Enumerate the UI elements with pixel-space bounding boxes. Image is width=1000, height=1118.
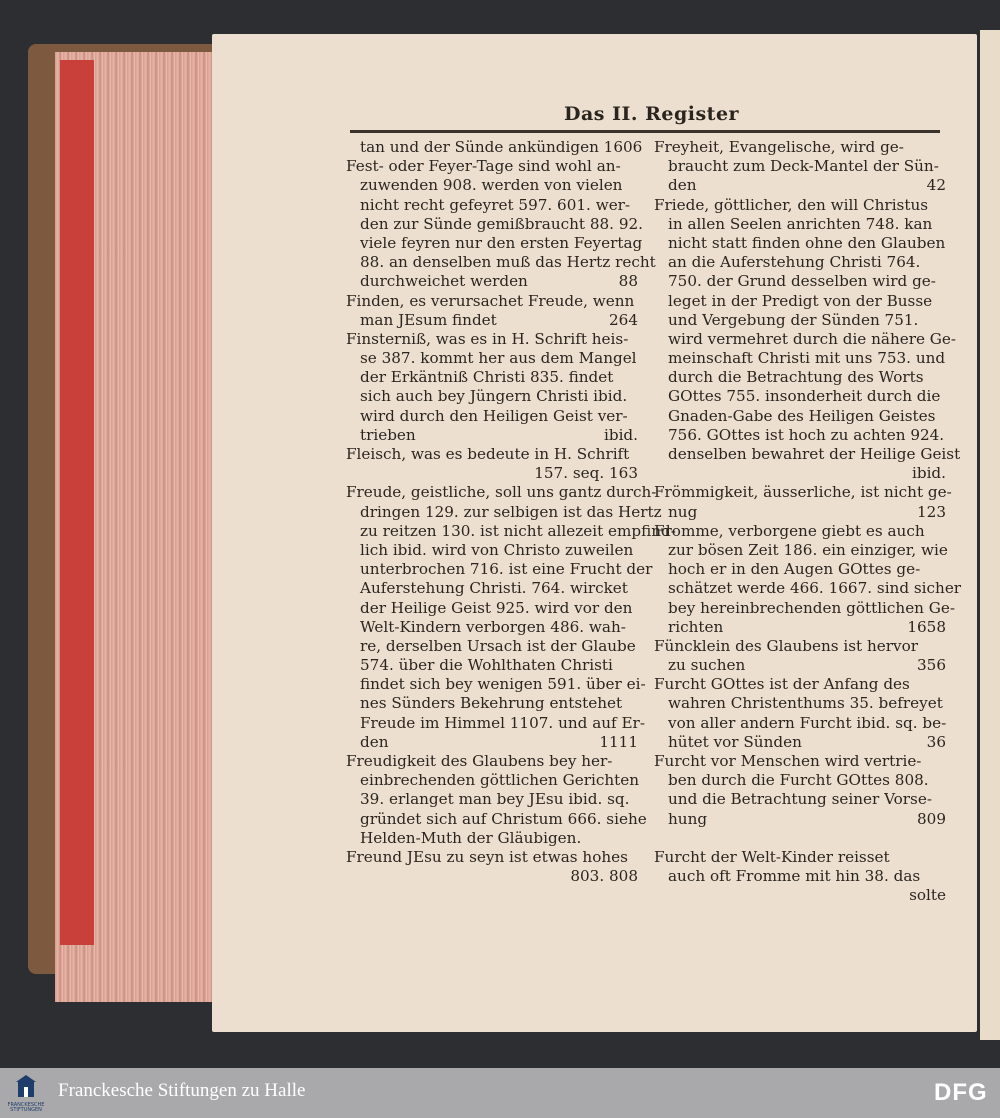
entry-heading: Fest- oder Feyer-Tage sind wohl an- [346, 157, 621, 176]
index-line [346, 618, 638, 637]
page-reference: 809 [917, 809, 946, 828]
institution-title[interactable]: Franckesche Stiftungen zu Halle [58, 1080, 306, 1101]
entry-text: nicht recht gefeyret 597. 601. wer- [360, 195, 631, 214]
entry-text: leget in der Predigt von der Busse [668, 291, 933, 310]
page-reference: solte [909, 886, 946, 905]
index-line [346, 349, 638, 368]
page-reference: 88 [618, 272, 638, 291]
entry-heading: Frömmigkeit, äusserliche, ist nicht ge- [654, 483, 952, 502]
index-line [654, 196, 946, 215]
index-line [654, 368, 946, 387]
entry-text: 39. erlanget man bey JEsu ibid. sq. [360, 790, 630, 809]
index-line [346, 176, 638, 195]
index-line [346, 637, 638, 656]
entry-text: tan und der Sünde ankündigen 1606 [360, 138, 643, 156]
index-line [654, 810, 946, 829]
index-line [654, 157, 946, 176]
index-line [346, 790, 638, 809]
index-line [654, 215, 946, 234]
entry-text: hütet vor Sünden [668, 732, 802, 751]
index-line [654, 426, 946, 445]
entry-text: von aller andern Furcht ibid. sq. be- [668, 713, 947, 732]
header-rule [350, 130, 940, 133]
index-line [346, 196, 638, 215]
index-line [654, 483, 952, 502]
index-column-right [654, 138, 962, 906]
page-reference: 803. 808 [570, 867, 638, 886]
index-line [654, 598, 956, 618]
entry-text: den [360, 732, 389, 751]
index-line [346, 233, 643, 253]
entry-text: zu reitzen 130. ist nicht allezeit empfind- [360, 521, 676, 540]
index-line [654, 503, 946, 522]
entry-text: Welt-Kindern verborgen 486. wah- [360, 617, 626, 636]
index-line [654, 329, 957, 349]
page-reference: ibid. [604, 425, 638, 444]
index-line [346, 733, 638, 752]
index-line [654, 771, 946, 790]
index-line [346, 867, 638, 886]
entry-text: der Heilige Geist 925. wird vor den [360, 598, 633, 617]
entry-text: trieben [360, 425, 416, 444]
page-reference: ibid. [912, 464, 946, 483]
index-line [346, 445, 638, 464]
index-line [346, 848, 638, 867]
index-line [346, 407, 638, 426]
viewer-footer [0, 1068, 1000, 1118]
index-line [654, 675, 946, 694]
index-line [346, 311, 638, 330]
index-line [346, 483, 657, 502]
index-line [346, 541, 638, 560]
entry-text: dringen 129. zur selbigen ist das Hertz [360, 502, 662, 521]
index-line [346, 464, 638, 483]
entry-heading: Furcht der Welt-Kinder reisset [654, 847, 890, 866]
index-line [654, 752, 946, 771]
index-line [346, 656, 638, 675]
entry-text: und Vergebung der Sünden 751. [668, 310, 919, 329]
index-line [654, 618, 946, 637]
entry-text: hoch er in den Augen GOttes ge- [668, 560, 921, 579]
index-line [654, 714, 946, 733]
entry-text: braucht zum Deck-Mantel der Sün- [668, 157, 939, 176]
index-line [346, 579, 638, 598]
entry-text: der Erkäntniß Christi 835. findet [360, 368, 614, 387]
index-line [654, 867, 946, 886]
index-line [346, 694, 638, 713]
entry-text: hung [668, 809, 708, 828]
index-line [346, 387, 638, 406]
entry-text: man JEsum findet [360, 310, 497, 329]
entry-text: nug [668, 502, 698, 521]
index-line [654, 272, 946, 291]
index-line [654, 407, 946, 426]
building-icon [6, 1073, 46, 1103]
entry-text: lich ibid. wird von Christo zuweilen [360, 540, 634, 559]
entry-text: findet sich bey wenigen 591. über ei- [360, 675, 646, 694]
entry-text: den [668, 176, 697, 195]
entry-heading: Fromme, verborgene giebt es auch [654, 521, 925, 540]
entry-text: Helden-Muth der Gläubigen. [360, 828, 582, 847]
entry-heading: Furcht GOttes ist der Anfang des [654, 675, 910, 694]
entry-heading: Fleisch, was es bedeute in H. Schrift [346, 445, 630, 463]
index-line [654, 579, 962, 598]
entry-text: GOttes 755. insonderheit durch die [668, 387, 941, 406]
franckesche-logo[interactable] [6, 1073, 46, 1115]
entry-text: auch oft Fromme mit hin 38. das [668, 867, 921, 886]
entry-heading: Finsterniß, was es in H. Schrift heis- [346, 329, 629, 348]
index-line [654, 790, 946, 809]
entry-text: wird durch den Heiligen Geist ver- [360, 406, 628, 425]
index-line [654, 886, 946, 905]
index-line [654, 311, 946, 330]
running-head: Das II. Register [564, 103, 740, 125]
entry-text: gründet sich auf Christum 666. siehe [360, 809, 647, 828]
index-line [654, 829, 946, 848]
index-line [654, 445, 961, 464]
entry-text: wird vermehret durch die nähere Ge- [668, 329, 957, 348]
entry-text: schätzet werde 466. 1667. sind sicher [668, 579, 962, 598]
index-line [654, 176, 946, 195]
index-line [346, 752, 638, 771]
index-line [346, 829, 638, 848]
entry-text: 750. der Grund desselben wird ge- [668, 272, 936, 291]
index-line [346, 502, 662, 522]
page-reference: 264 [609, 310, 638, 329]
index-line [346, 330, 638, 349]
entry-text: nicht statt finden ohne den Glauben [668, 233, 946, 252]
page-reference: 157. seq. 163 [534, 464, 638, 483]
page-reference: 36 [926, 732, 946, 751]
entry-text: sich auch bey Jüngern Christi ibid. [360, 387, 628, 406]
index-line [346, 292, 638, 311]
index-line [654, 138, 946, 157]
index-line [654, 656, 946, 675]
entry-text: re, derselben Ursach ist der Glaube [360, 636, 636, 655]
entry-text: viele feyren nur den ersten Feyertag [360, 233, 643, 252]
index-line [346, 157, 638, 176]
index-line [346, 713, 645, 733]
entry-heading: Freude, geistliche, soll uns gantz durch- [346, 483, 657, 502]
index-line [654, 694, 946, 713]
page-reference: 123 [917, 502, 946, 521]
entry-heading: Finden, es verursachet Freude, wenn [346, 291, 635, 310]
entry-text: se 387. kommt her aus dem Mangel [360, 349, 637, 368]
entry-text: und die Betrachtung seiner Vorse- [668, 790, 932, 809]
index-column-left [346, 138, 676, 886]
entry-text: bey hereinbrechenden göttlichen Ge- [668, 598, 956, 617]
entry-text: zu suchen [668, 656, 746, 675]
entry-heading: Freyheit, Evangelische, wird ge- [654, 138, 904, 156]
facing-page-edge [980, 30, 1000, 1040]
entry-text: durch die Betrachtung des Worts [668, 368, 924, 387]
entry-text: meinschaft Christi mit uns 753. und [668, 349, 946, 368]
index-line [654, 733, 946, 752]
page-reference: 1111 [599, 732, 638, 751]
index-line [346, 521, 676, 541]
entry-text: zuwenden 908. werden von vielen [360, 176, 623, 195]
index-line [654, 541, 946, 560]
logo-caption: FRANCKESCHE STIFTUNGEN [7, 1102, 45, 1113]
entry-heading: Füncklein des Glaubens ist hervor [654, 636, 918, 655]
entry-text: in allen Seelen anrichten 748. kan [668, 214, 933, 233]
entry-text: Gnaden-Gabe des Heiligen Geistes [668, 406, 936, 425]
entry-text: denselben bewahret der Heilige Geist [668, 445, 961, 463]
entry-text: an die Auferstehung Christi 764. [668, 253, 921, 272]
entry-text: wahren Christenthums 35. befreyet [668, 694, 943, 713]
index-line [654, 349, 946, 368]
index-line [346, 675, 646, 694]
index-line [346, 272, 638, 291]
index-line [654, 637, 946, 656]
index-line [654, 253, 946, 272]
entry-text: 574. über die Wohlthaten Christi [360, 656, 613, 675]
index-line [346, 253, 656, 272]
index-line [346, 426, 638, 445]
entry-text: 88. an denselben muß das Hertz recht [360, 253, 656, 272]
page-reference: 356 [917, 656, 946, 675]
index-line [654, 387, 946, 406]
entry-text: richten [668, 617, 724, 636]
index-line [654, 234, 946, 253]
entry-text: den zur Sünde gemißbraucht 88. 92. [360, 214, 643, 233]
index-line [346, 368, 638, 387]
index-line [654, 848, 946, 867]
red-page-edge [60, 60, 94, 945]
index-line [346, 560, 653, 579]
page-reference: 1658 [907, 617, 946, 636]
index-line [346, 599, 638, 618]
entry-text: nes Sünders Bekehrung entstehet [360, 694, 623, 713]
index-line [346, 771, 638, 790]
entry-text: Freude im Himmel 1107. und auf Er- [360, 713, 645, 732]
index-line [346, 214, 643, 234]
index-line [654, 560, 946, 579]
entry-heading: Furcht vor Menschen wird vertrie- [654, 752, 922, 770]
entry-heading: Freudigkeit des Glaubens bey her- [346, 752, 613, 770]
entry-text: einbrechenden göttlichen Gerichten [360, 771, 640, 790]
page-reference: 42 [926, 176, 946, 195]
index-line [654, 522, 946, 541]
index-line [346, 809, 647, 829]
index-line [346, 138, 643, 157]
index-line [654, 292, 946, 311]
entry-text: 756. GOttes ist hoch zu achten 924. [668, 425, 945, 444]
entry-text: zur bösen Zeit 186. ein einziger, wie [668, 540, 948, 559]
entry-heading: Freund JEsu zu seyn ist etwas hohes [346, 847, 628, 866]
entry-heading: Friede, göttlicher, den will Christus [654, 195, 929, 214]
entry-text: Auferstehung Christi. 764. wircket [360, 579, 628, 598]
entry-text: ben durch die Furcht GOttes 808. [668, 771, 929, 790]
dfg-logo[interactable]: DFG [934, 1079, 988, 1106]
entry-text: unterbrochen 716. ist eine Frucht der [360, 560, 653, 579]
index-line [654, 464, 946, 483]
entry-text: durchweichet werden [360, 272, 528, 291]
